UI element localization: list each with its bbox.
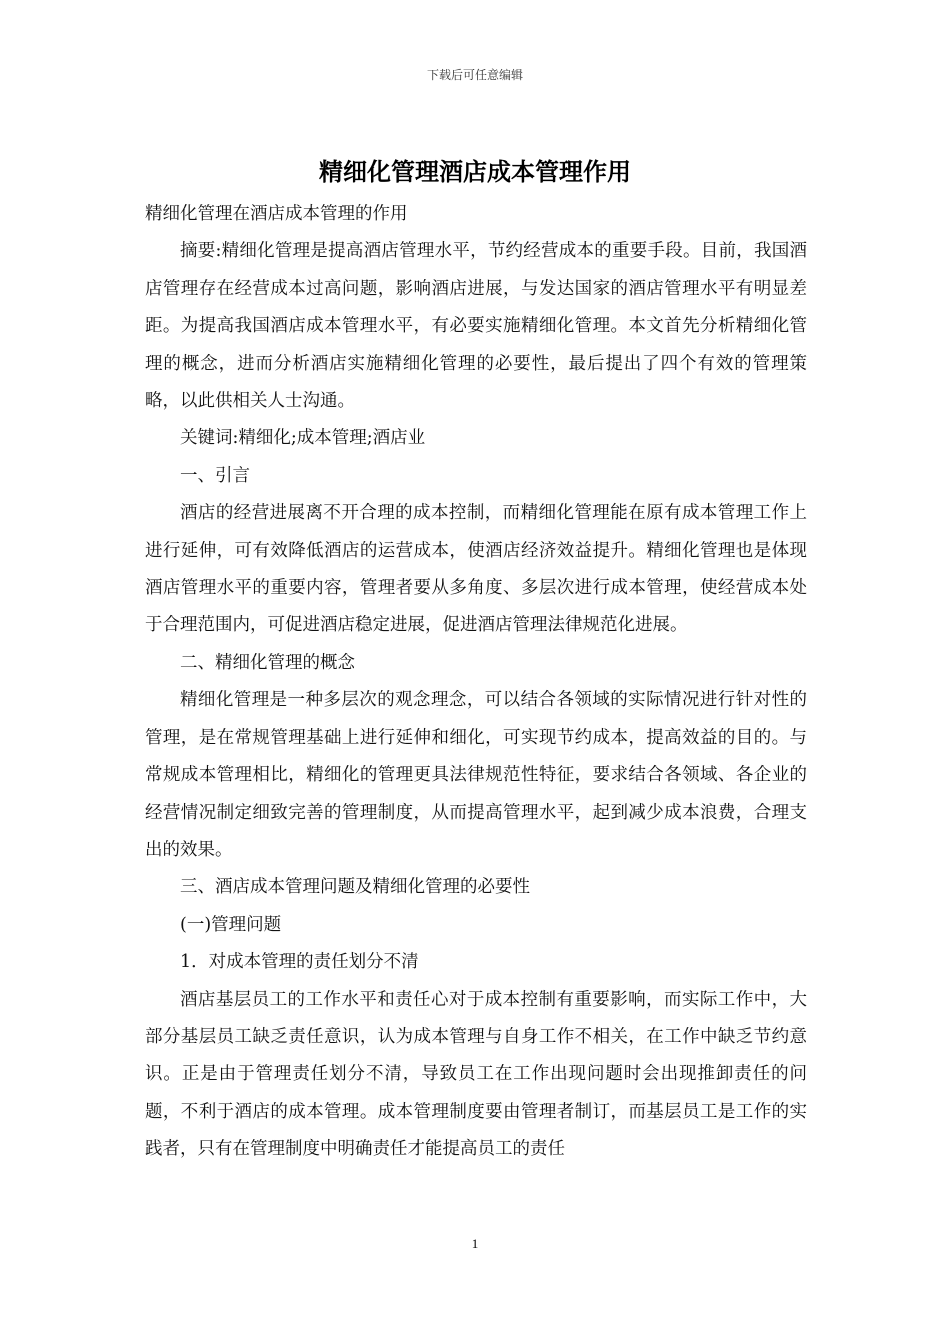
paragraph: 酒店基层员工的工作水平和责任心对于成本控制有重要影响，而实际工作中，大部分基层员工缺乏责任意识，认为成本管理与自身工作不相关，在工作中缺乏节约意识。正是由于管理责任划分不清，导致员工在工作出现问题时会出现推卸责任的问题，不利于酒店的成本管理。成本管理制度要由管理者制订，而基层员工是工作的实践者，只有在管理制度中明确责任才能提高员工的责任 (145, 989, 807, 1160)
section-heading: 一、引言 (180, 465, 250, 486)
paragraph: 精细化管理是一种多层次的观念理念，可以结合各领域的实际情况进行针对性的管理，是在常规管理基础上进行延伸和细化，可实现节约成本，提高效益的目的。与常规成本管理相比，精细化的管理更具法律规范性特征，要求结合各领域、各企业的经营情况制定细致完善的管理制度，从而提高管理水平，起到减少成本浪费，合理支出的效果。 (145, 690, 807, 860)
paragraph: 摘要:精细化管理是提高酒店管理水平，节约经营成本的重要手段。目前，我国酒店管理存在经营成本过高问题，影响酒店进展，与发达国家的酒店管理水平有明显差距。为提高我国酒店成本管理水平，有必要实施精细化管理。本文首先分析精细化管理的概念，进而分析酒店实施精细化管理的必要性，最后提出了四个有效的管理策略，以此供相关人士沟通。 (145, 241, 807, 412)
paragraph: 关键词:精细化;成本管理;酒店业 (180, 428, 426, 449)
subsection-heading: 1．对成本管理的责任划分不清 (180, 952, 419, 973)
subsection-heading: (一)管理问题 (180, 914, 282, 935)
paragraph: 精细化管理在酒店成本管理的作用 (145, 204, 408, 224)
document-title: 精细化管理酒店成本管理作用 (319, 158, 631, 186)
section-heading: 二、精细化管理的概念 (180, 652, 355, 673)
document-body (145, 196, 807, 1169)
paragraph: 酒店的经营进展离不开合理的成本控制，而精细化管理能在原有成本管理工作上进行延伸，可有效降低酒店的运营成本，使酒店经济效益提升。精细化管理也是体现酒店管理水平的重要内容，管理者要从多角度、多层次进行成本管理，使经营成本处于合理范围内，可促进酒店稳定进展，促进酒店管理法律规范化进展。 (145, 503, 807, 636)
section-heading: 三、酒店成本管理问题及精细化管理的必要性 (180, 877, 530, 898)
page-number: 1 (471, 1236, 479, 1251)
header-note: 下载后可任意编辑 (426, 68, 523, 82)
